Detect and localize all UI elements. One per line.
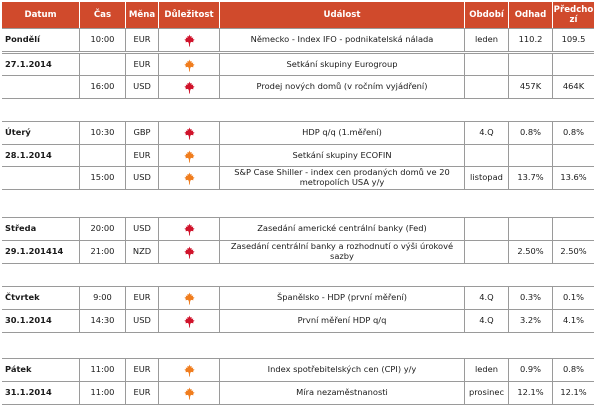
cell-forecast: 0.8% — [508, 122, 552, 144]
maple-leaf-icon — [183, 172, 196, 185]
header-time: Čas — [79, 2, 125, 29]
cell-currency: EUR — [125, 359, 158, 381]
header-event: Událost — [219, 2, 464, 29]
cell-importance — [158, 122, 219, 144]
table-row — [2, 381, 594, 405]
table-row — [2, 217, 594, 241]
cell-previous: 0.8% — [552, 359, 594, 381]
cell-period — [464, 145, 508, 167]
cell-date: Pondělí — [5, 34, 40, 45]
cell-forecast — [508, 218, 552, 240]
cell-currency: EUR — [125, 29, 158, 51]
header-period: Období — [464, 2, 508, 29]
cell-time — [79, 145, 125, 167]
cell-importance — [158, 167, 219, 189]
cell-date: 30.1.2014 — [5, 315, 52, 326]
cell-period: prosinec — [464, 382, 508, 404]
cell-date: 29.1.201414 — [5, 246, 64, 257]
cell-event: Setkání skupiny ECOFIN — [219, 145, 464, 167]
cell-event: První měření HDP q/q — [219, 310, 464, 332]
header-currency: Měna — [125, 2, 158, 29]
cell-currency: GBP — [125, 122, 158, 144]
cell-period — [464, 241, 508, 263]
maple-leaf-icon — [183, 34, 196, 47]
header-importance: Důležitost — [158, 2, 219, 29]
cell-time: 16:00 — [79, 76, 125, 98]
cell-forecast — [508, 54, 552, 76]
maple-leaf-icon — [183, 81, 196, 94]
cell-currency: USD — [125, 76, 158, 98]
cell-importance — [158, 29, 219, 51]
cell-currency: USD — [125, 218, 158, 240]
maple-leaf-icon — [183, 315, 196, 328]
cell-forecast: 457K — [508, 76, 552, 98]
header-forecast: Odhad — [508, 2, 552, 29]
cell-period: leden — [464, 359, 508, 381]
cell-previous: 4.1% — [552, 310, 594, 332]
cell-currency: EUR — [125, 145, 158, 167]
cell-currency: EUR — [125, 54, 158, 76]
cell-date: Pátek — [5, 364, 32, 375]
cell-event: HDP q/q (1.měření) — [219, 122, 464, 144]
cell-time: 20:00 — [79, 218, 125, 240]
cell-previous — [552, 54, 594, 76]
cell-date: 27.1.2014 — [5, 59, 52, 70]
cell-forecast: 13.7% — [508, 167, 552, 189]
table-row — [2, 28, 594, 52]
cell-period — [464, 76, 508, 98]
cell-time: 15:00 — [79, 167, 125, 189]
maple-leaf-icon — [183, 364, 196, 377]
cell-previous: 13.6% — [552, 167, 594, 189]
cell-time: 10:30 — [79, 122, 125, 144]
maple-leaf-icon — [183, 292, 196, 305]
cell-date: 28.1.2014 — [5, 150, 52, 161]
cell-importance — [158, 310, 219, 332]
cell-previous: 109.5 — [552, 29, 594, 51]
maple-leaf-icon — [183, 127, 196, 140]
header-date: Datum — [24, 9, 57, 20]
cell-event: Zasedání americké centrální banky (Fed) — [219, 218, 464, 240]
cell-date: Úterý — [5, 127, 31, 138]
cell-period: listopad — [464, 167, 508, 189]
cell-previous: 0.1% — [552, 287, 594, 309]
cell-currency: USD — [125, 310, 158, 332]
table-row — [2, 144, 594, 168]
header-previous: Předcho zí — [552, 2, 594, 29]
cell-event: Míra nezaměstnanosti — [219, 382, 464, 404]
cell-importance — [158, 241, 219, 263]
cell-previous — [552, 218, 594, 240]
cell-time: 11:00 — [79, 382, 125, 404]
table-row — [2, 309, 594, 333]
cell-time — [79, 54, 125, 76]
cell-importance — [158, 287, 219, 309]
cell-previous: 464K — [552, 76, 594, 98]
cell-period: leden — [464, 29, 508, 51]
cell-date — [2, 76, 79, 98]
cell-forecast: 0.9% — [508, 359, 552, 381]
cell-date — [2, 167, 79, 189]
table-header — [2, 2, 594, 29]
cell-importance — [158, 382, 219, 404]
table-row — [2, 358, 594, 382]
cell-currency: EUR — [125, 382, 158, 404]
cell-event: Prodej nových domů (v ročním vyjádření) — [219, 76, 464, 98]
cell-date: 31.1.2014 — [5, 387, 52, 398]
cell-importance — [158, 54, 219, 76]
cell-period: 4.Q — [464, 287, 508, 309]
cell-date: Čtvrtek — [5, 292, 40, 303]
cell-previous — [552, 145, 594, 167]
table-row — [2, 53, 594, 77]
maple-leaf-icon — [183, 150, 196, 163]
cell-event: Německo - Index IFO - podnikatelská nálada — [219, 29, 464, 51]
maple-leaf-icon — [183, 246, 196, 259]
cell-time: 21:00 — [79, 241, 125, 263]
cell-importance — [158, 359, 219, 381]
cell-period: 4.Q — [464, 122, 508, 144]
cell-date: Středa — [5, 223, 37, 234]
cell-event: Setkání skupiny Eurogroup — [219, 54, 464, 76]
table-row — [2, 75, 594, 99]
maple-leaf-icon — [183, 59, 196, 72]
cell-event: Zasedání centrální banky a rozhodnutí o výši úrokové sazby — [219, 241, 464, 263]
cell-event: Španělsko - HDP (první měření) — [219, 287, 464, 309]
maple-leaf-icon — [183, 387, 196, 400]
cell-currency: NZD — [125, 241, 158, 263]
cell-period — [464, 54, 508, 76]
cell-event: Index spotřebitelských cen (CPI) y/y — [219, 359, 464, 381]
cell-time: 10:00 — [79, 29, 125, 51]
cell-importance — [158, 76, 219, 98]
cell-forecast — [508, 145, 552, 167]
cell-forecast: 2.50% — [508, 241, 552, 263]
cell-importance — [158, 145, 219, 167]
cell-forecast: 0.3% — [508, 287, 552, 309]
table-row — [2, 240, 594, 264]
cell-forecast: 110.2 — [508, 29, 552, 51]
cell-time: 14:30 — [79, 310, 125, 332]
table-row — [2, 121, 594, 145]
cell-importance — [158, 218, 219, 240]
cell-forecast: 12.1% — [508, 382, 552, 404]
cell-previous: 0.8% — [552, 122, 594, 144]
cell-currency: USD — [125, 167, 158, 189]
cell-period — [464, 218, 508, 240]
table-row — [2, 166, 594, 190]
maple-leaf-icon — [183, 223, 196, 236]
table-row — [2, 286, 594, 310]
cell-forecast: 3.2% — [508, 310, 552, 332]
cell-currency: EUR — [125, 287, 158, 309]
cell-previous: 12.1% — [552, 382, 594, 404]
cell-previous: 2.50% — [552, 241, 594, 263]
cell-event: S&P Case Shiller - index cen prodaných domů ve 20 metropolích USA y/y — [219, 167, 464, 189]
cell-time: 11:00 — [79, 359, 125, 381]
cell-period: 4.Q — [464, 310, 508, 332]
cell-time: 9:00 — [79, 287, 125, 309]
